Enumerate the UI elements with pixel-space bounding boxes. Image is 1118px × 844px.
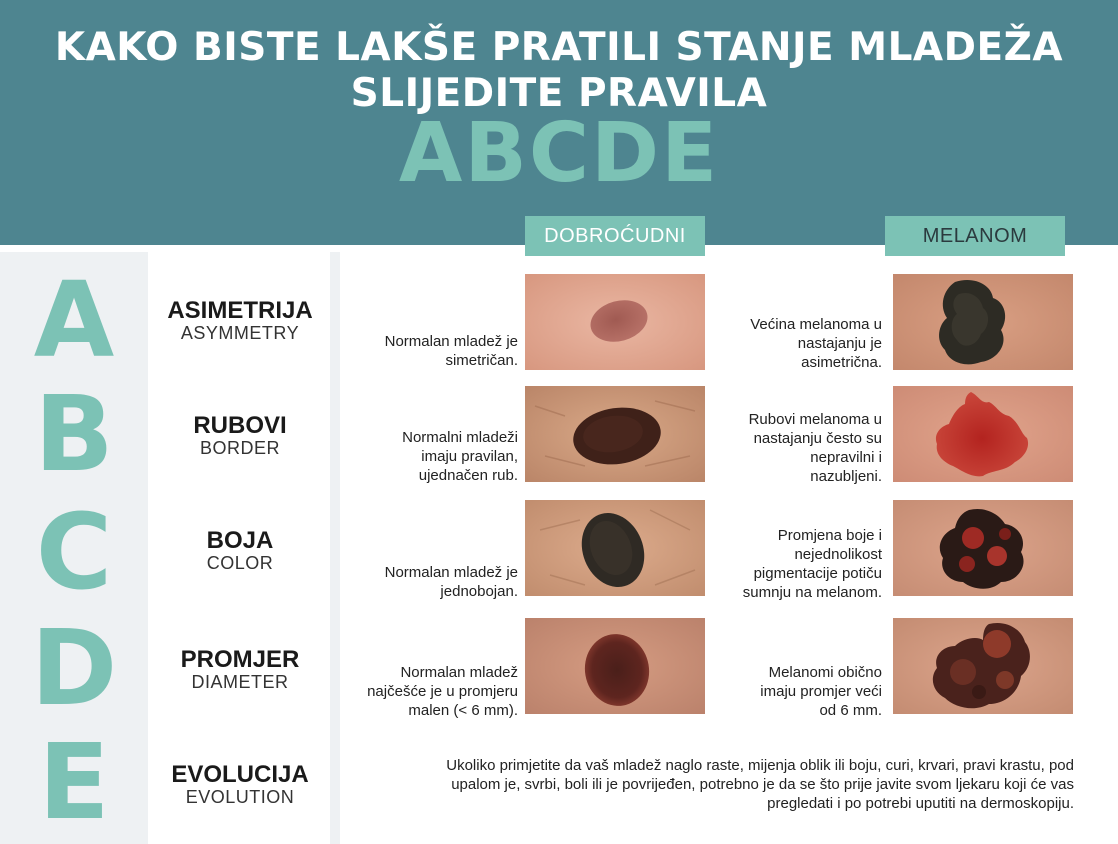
rule-name-hr: BOJA — [206, 527, 274, 554]
desc-line: simetričan. — [445, 352, 518, 369]
title-line-1: KAKO BISTE LAKŠE PRATILI STANJE MLADEŽA — [54, 25, 1064, 70]
desc-line: asimetrična. — [801, 354, 882, 371]
rule-border — [150, 413, 330, 459]
desc-line: nepravilni i — [810, 449, 882, 466]
desc-line: nazubljeni. — [810, 468, 882, 485]
acronym-title: ABCDE — [398, 106, 720, 201]
desc-line: jednobojan. — [440, 583, 518, 600]
rule-name-en: EVOLUTION — [185, 787, 295, 808]
melanoma-asymmetry-photo — [893, 274, 1073, 370]
desc-line: sumnju na melanom. — [742, 584, 882, 601]
benign-border-photo — [525, 386, 705, 482]
benign-column-label: DOBROĆUDNI — [525, 216, 705, 256]
desc-line: Normalni mladeži — [402, 429, 518, 446]
rule-name-en: ASYMMETRY — [180, 323, 300, 344]
desc-line: od 6 mm. — [819, 702, 882, 719]
rule-name-hr: ASIMETRIJA — [167, 297, 313, 324]
benign-color-photo — [525, 500, 705, 596]
desc-line: pregledati i po potrebi uputiti na dermoskopiju. — [767, 795, 1074, 812]
melanoma-desc-diameter — [714, 663, 882, 720]
desc-line: upalom je, svrbi, boli ili je povrijeđen, potrebno je da se što prije javite svom ljekaru koji će vas — [451, 776, 1074, 793]
rule-name-en: BORDER — [199, 438, 280, 459]
evolution-description — [370, 756, 1074, 813]
melanoma-desc-border — [714, 410, 882, 486]
desc-line: Rubovi melanoma u — [748, 411, 882, 428]
benign-diameter-photo — [525, 618, 705, 714]
benign-desc-asymmetry — [350, 332, 518, 370]
benign-desc-diameter — [340, 663, 518, 720]
desc-line: ujednačen rub. — [418, 467, 518, 484]
melanoma-color-photo — [893, 500, 1073, 596]
benign-desc-color — [350, 563, 518, 601]
rule-asymmetry — [150, 298, 330, 344]
rule-evolution — [150, 762, 330, 808]
title-line-2: SLIJEDITE PRAVILA — [350, 71, 768, 116]
melanoma-diameter-photo — [893, 618, 1073, 714]
desc-line: imaju pravilan, — [421, 448, 518, 465]
letter-d: D — [30, 607, 118, 729]
rule-name-en: DIAMETER — [191, 672, 289, 693]
desc-line: Većina melanoma u — [750, 316, 882, 333]
desc-line: nejednolikost — [794, 546, 882, 563]
letter-a: A — [33, 259, 115, 381]
desc-line: imaju promjer veći — [760, 683, 882, 700]
desc-line: Normalan mladež je — [384, 564, 518, 581]
rule-name-hr: PROMJER — [180, 646, 300, 673]
rule-name-en: COLOR — [206, 553, 274, 574]
rule-diameter — [150, 647, 330, 693]
desc-line: najčešće je u promjeru — [367, 683, 518, 700]
desc-line: Normalan mladež je — [384, 333, 518, 350]
letter-c: C — [35, 491, 113, 613]
rule-name-hr: EVOLUCIJA — [171, 761, 309, 788]
desc-line: nastajanju često su — [753, 430, 882, 447]
rule-name-hr: RUBOVI — [193, 412, 287, 439]
benign-asymmetry-photo — [525, 274, 705, 370]
desc-line: malen (< 6 mm). — [408, 702, 518, 719]
desc-line: Normalan mladež — [400, 664, 518, 681]
header-banner — [0, 0, 1118, 245]
column-divider — [330, 252, 340, 844]
desc-line: Melanomi obično — [768, 664, 882, 681]
melanoma-desc-asymmetry — [714, 315, 882, 372]
letter-b: B — [34, 373, 114, 495]
melanoma-column-label: MELANOM — [885, 216, 1065, 256]
benign-desc-border — [350, 428, 518, 485]
melanoma-border-photo — [893, 386, 1073, 482]
desc-line: Ukoliko primjetite da vaš mladež naglo raste, mijenja oblik ili boju, curi, krvari, pravi krastu, pod — [446, 757, 1074, 774]
letter-e: E — [38, 721, 110, 843]
rule-color — [150, 528, 330, 574]
desc-line: Promjena boje i — [777, 527, 882, 544]
melanoma-desc-color — [714, 526, 882, 602]
desc-line: nastajanju je — [797, 335, 882, 352]
desc-line: pigmentacije potiču — [753, 565, 882, 582]
